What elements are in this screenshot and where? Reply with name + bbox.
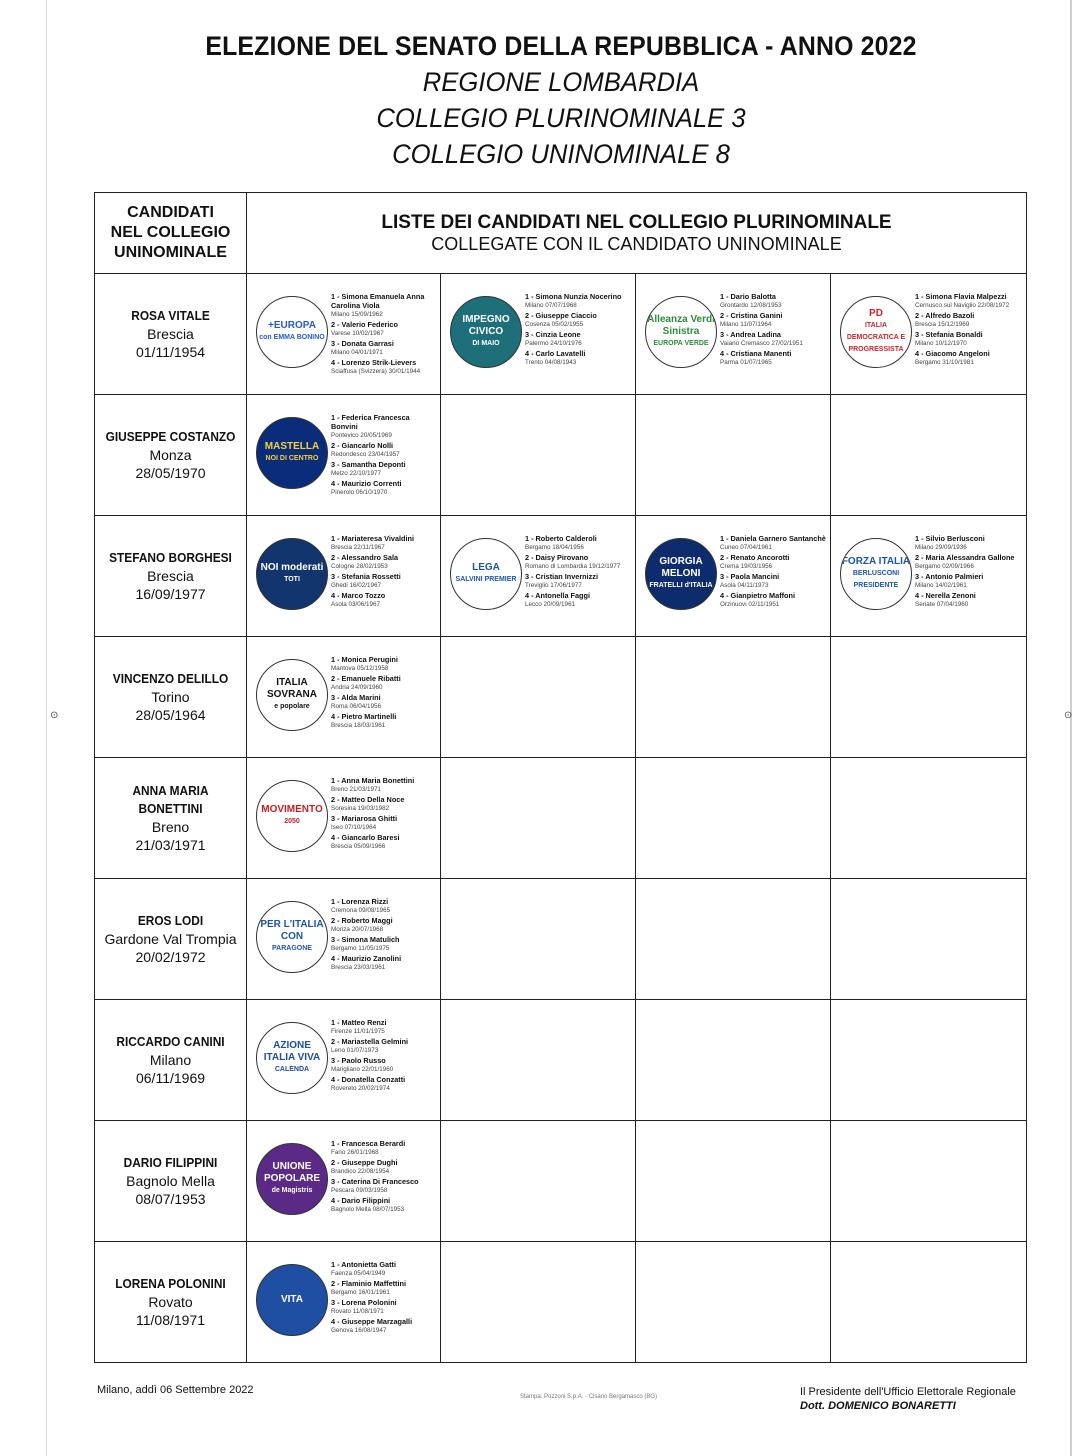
party-logo-line: DI MAIO — [472, 340, 500, 347]
candidate-row — [95, 1000, 1027, 1121]
list-cell — [441, 1000, 636, 1121]
list-candidate-birth: Fano 26/01/1968 — [331, 1149, 379, 1156]
uninominal-candidate-cell — [95, 1121, 247, 1242]
list-cell — [831, 1242, 1027, 1363]
list-candidate-name: 4 - Carlo Lavatelli — [525, 349, 586, 358]
list-candidate-birth: Roma 06/04/1956 — [331, 703, 382, 710]
list-candidate-birth: Milano 10/12/1970 — [915, 340, 967, 347]
list-cell — [441, 395, 636, 516]
party-logo-icon — [450, 296, 522, 368]
party-logo-line: TOTI — [284, 576, 300, 583]
list-candidate-name: 4 - Dario Filippini — [331, 1196, 391, 1205]
list-candidate-birth: Bagnolo Mella 08/07/1953 — [331, 1206, 405, 1213]
uninominal-candidate-cell — [95, 274, 247, 395]
list-candidate-birth: Bergamo 31/10/1981 — [915, 359, 974, 366]
signature-name: Dott. DOMENICO BONARETTI — [800, 1400, 956, 1412]
list-candidate-birth: Varese 10/02/1967 — [331, 330, 384, 337]
party-logo-line: MASTELLA — [264, 441, 320, 452]
candidate-date: 16/09/1977 — [135, 586, 206, 602]
list-candidate-name: 1 - Silvio Berlusconi — [915, 534, 985, 543]
party-logo-line: FRATELLI d'ITALIA — [649, 582, 713, 589]
party-logo-text — [261, 804, 322, 828]
list-candidate-name: 2 - Giancarlo Nolli — [331, 441, 394, 450]
list-cell — [247, 1242, 441, 1363]
list-candidates — [331, 1139, 436, 1215]
list-candidate-name: 3 - Alda Marini — [331, 693, 381, 702]
list-candidates — [525, 534, 631, 610]
party-logo-text — [456, 562, 517, 586]
party-logo-icon — [256, 1022, 328, 1094]
list-candidate-name: 3 - Stefania Bonaldi — [915, 330, 983, 339]
list-cell — [441, 637, 636, 758]
list-candidate-name: 3 - Paola Mancini — [720, 572, 780, 581]
party-logo-line: MOVIMENTO — [261, 804, 323, 815]
party-logo-icon — [450, 538, 522, 610]
candidates-header-line: CANDIDATI — [127, 204, 214, 221]
list-cell — [247, 1000, 441, 1121]
list-candidates — [331, 776, 436, 852]
candidate-place: Brescia — [147, 326, 194, 342]
list-candidate-name: 2 - Flaminio Maffettini — [331, 1279, 406, 1288]
lists-header-subtitle: COLLEGATE CON IL CANDIDATO UNINOMINALE — [431, 233, 842, 254]
party-logo-icon — [256, 538, 328, 610]
list-candidate-name: 4 - Giacomo Angeloni — [915, 349, 990, 358]
list-candidate-birth: Asola 04/11/1973 — [720, 582, 769, 589]
party-logo-text — [257, 1161, 327, 1197]
list-cell — [831, 516, 1027, 637]
candidate-date: 28/05/1964 — [135, 707, 206, 723]
candidate-place: Brescia — [147, 568, 194, 584]
list-candidate-name: 4 - Marco Tozzo — [331, 591, 386, 600]
list-candidate-name: 2 - Daisy Pirovano — [525, 553, 589, 562]
list-cell — [636, 274, 831, 395]
list-candidate-name: 2 - Maria Alessandra Gallone — [915, 553, 1015, 562]
candidate-date: 20/02/1972 — [135, 949, 206, 965]
party-logo-text — [257, 1040, 327, 1076]
list-candidate-birth: Brescia 18/03/1961 — [331, 722, 386, 729]
list-cell — [247, 395, 441, 516]
registration-mark-left: ⊙ — [50, 710, 59, 721]
party-logo-line: SALVINI PREMIER — [455, 576, 517, 583]
signature-role: Il Presidente dell'Ufficio Elettorale Regionale — [800, 1386, 1016, 1398]
list-candidate-name: 1 - Antonietta Gatti — [331, 1260, 396, 1269]
party-logo-line: de Magistris — [271, 1187, 313, 1194]
list-candidate-name: 2 - Alfredo Bazoli — [915, 311, 975, 320]
list-candidate-name: 2 - Valerio Federico — [331, 320, 398, 329]
list-candidate-birth: Cuneo 07/04/1961 — [720, 544, 772, 551]
list-cell — [441, 274, 636, 395]
list-candidates — [331, 1260, 436, 1336]
party-logo-line: FORZA ITALIA — [841, 556, 911, 567]
party-logo-line: IMPEGNO CIVICO — [462, 314, 510, 337]
list-candidate-birth: Palermo 24/10/1976 — [525, 340, 582, 347]
list-candidate-birth: Rovato 11/08/1971 — [331, 1308, 384, 1315]
list-candidate-birth: Bergamo 16/01/1961 — [331, 1289, 390, 1296]
party-logo-line: NOI moderati — [260, 562, 324, 573]
candidate-row — [95, 637, 1027, 758]
list-candidate-name: 2 - Alessandro Sala — [331, 553, 399, 562]
candidates-column-header — [95, 193, 247, 274]
party-logo-line: Alleanza Verdi Sinistra — [647, 314, 715, 337]
party-logo-line: NOI DI CENTRO — [265, 455, 319, 462]
party-logo-icon — [840, 538, 912, 610]
party-logo-line: +EUROPA — [268, 320, 316, 331]
list-candidate-birth: Firenze 11/01/1975 — [331, 1028, 385, 1035]
list-candidate-birth: Leno 01/07/1973 — [331, 1047, 379, 1054]
list-candidate-birth: Breno 21/03/1971 — [331, 786, 382, 793]
candidate-row — [95, 516, 1027, 637]
candidate-row — [95, 1242, 1027, 1363]
list-cell — [441, 879, 636, 1000]
list-cell — [247, 516, 441, 637]
candidate-name: GIUSEPPE COSTANZO — [105, 430, 236, 444]
list-cell — [441, 758, 636, 879]
party-logo-text — [841, 308, 911, 356]
list-candidate-birth: Cosenza 05/02/1955 — [525, 321, 584, 328]
list-candidate-name: 2 - Matteo Della Noce — [331, 795, 405, 804]
region-title: REGIONE LOMBARDIA — [422, 67, 700, 97]
candidate-name: STEFANO BORGHESI — [109, 551, 232, 565]
list-candidate-birth: Trento 04/08/1943 — [525, 359, 577, 366]
list-candidate-name: 1 - Mariateresa Vivaldini — [331, 534, 415, 543]
list-cell — [831, 879, 1027, 1000]
party-logo-text — [281, 1294, 303, 1306]
ballot-title: ELEZIONE DEL SENATO DELLA REPUBBLICA - ANNO 2022 — [205, 31, 917, 61]
candidate-place: Breno — [151, 819, 190, 835]
candidate-place: Gardone Val Trompia — [104, 931, 237, 947]
list-cell — [636, 637, 831, 758]
lists-header-title: LISTE DEI CANDIDATI NEL COLLEGIO PLURINOMINALE — [381, 211, 892, 233]
list-candidate-name: 2 - Giuseppe Dughi — [331, 1158, 398, 1167]
party-logo-line: e popolare — [274, 703, 310, 710]
list-candidate-name: 4 - Antonella Faggi — [525, 591, 590, 600]
list-candidate-birth: Milano 04/01/1971 — [331, 349, 383, 356]
list-candidate-birth: Melzo 22/10/1977 — [331, 470, 382, 477]
candidate-date: 01/11/1954 — [135, 344, 206, 360]
list-candidate-birth: Grontardo 12/08/1953 — [720, 302, 782, 309]
list-candidate-name: 2 - Cristina Ganini — [720, 311, 783, 320]
party-logo-icon — [256, 1264, 328, 1336]
list-candidate-birth: Milano 07/07/1968 — [525, 302, 577, 309]
party-logo-line: CALENDA — [274, 1066, 310, 1073]
list-candidate-birth: Sciaffusa (Svizzera) 30/01/1944 — [331, 368, 421, 375]
party-logo-icon — [256, 417, 328, 489]
list-candidate-name: 3 - Cristian Invernizzi — [525, 572, 598, 581]
lists-column-header — [247, 193, 1027, 274]
candidate-date: 08/07/1953 — [135, 1191, 206, 1207]
list-cell — [247, 274, 441, 395]
candidate-date: 11/08/1971 — [135, 1312, 206, 1328]
list-cell — [831, 758, 1027, 879]
list-cell — [247, 879, 441, 1000]
list-candidate-birth: Cremona 09/08/1965 — [331, 907, 391, 914]
candidate-name: VINCENZO DELILLO — [112, 672, 229, 686]
party-logo-line: BERLUSCONI PRESIDENTE — [852, 570, 900, 589]
list-candidate-name: 1 - Monica Perugini — [331, 655, 398, 664]
party-logo-icon — [256, 1143, 328, 1215]
candidate-name: EROS LODI — [137, 914, 204, 928]
list-candidate-birth: Pinerolo 06/10/1970 — [331, 489, 388, 496]
candidate-date: 21/03/1971 — [135, 837, 206, 853]
list-cell — [636, 1121, 831, 1242]
candidate-place: Monza — [149, 447, 192, 463]
party-logo-text — [259, 320, 324, 344]
place-date: Milano, addì 06 Settembre 2022 — [97, 1384, 254, 1396]
list-candidate-name: 3 - Andrea Ladina — [720, 330, 781, 339]
party-logo-text — [841, 556, 911, 592]
party-logo-line: PER L'ITALIA CON — [260, 919, 324, 942]
candidate-row — [95, 395, 1027, 516]
list-cell — [831, 1121, 1027, 1242]
list-cell — [636, 395, 831, 516]
list-candidate-birth: Monza 20/07/1968 — [331, 926, 384, 933]
uninominal-candidate-cell — [95, 1000, 247, 1121]
table-head-row — [95, 193, 1027, 274]
list-candidate-name: 3 - Simona Matulich — [331, 935, 400, 944]
list-candidate-birth: Redondesco 23/04/1957 — [331, 451, 400, 458]
list-candidate-name: 3 - Stefania Rossetti — [331, 572, 401, 581]
party-logo-line: AZIONE ITALIA VIVA — [263, 1040, 321, 1063]
list-cell — [831, 1000, 1027, 1121]
candidate-place: Torino — [151, 689, 190, 705]
list-candidate-name: 2 - Giuseppe Ciaccio — [525, 311, 597, 320]
list-candidate-birth: Milano 29/09/1936 — [915, 544, 967, 551]
uninominal-candidate-cell — [95, 395, 247, 516]
list-candidate-birth: Milano 15/09/1962 — [331, 311, 383, 318]
list-candidate-birth: Brescia 05/09/1966 — [331, 843, 386, 850]
list-candidate-name: 4 - Donatella Conzatti — [331, 1075, 406, 1084]
list-candidate-birth: Vaiano Cremasco 27/02/1951 — [720, 340, 803, 347]
list-candidate-birth: Crema 19/03/1956 — [720, 563, 773, 570]
list-cell — [247, 1121, 441, 1242]
party-logo-icon — [256, 901, 328, 973]
list-candidate-name: 4 - Nerella Zenoni — [915, 591, 976, 600]
list-cell — [636, 879, 831, 1000]
party-logo-text — [451, 314, 521, 350]
party-logo-icon — [256, 780, 328, 852]
party-logo-line: GIORGIA MELONI — [659, 556, 703, 579]
list-cell — [636, 1000, 831, 1121]
list-candidate-name: 2 - Roberto Maggi — [331, 916, 393, 925]
party-logo-line: ITALIA SOVRANA — [266, 677, 317, 700]
list-candidate-birth: Brescia 15/12/1969 — [915, 321, 970, 328]
list-candidate-birth: Cologne 28/02/1953 — [331, 563, 388, 570]
candidate-place: Bagnolo Mella — [126, 1173, 215, 1189]
uninominal-candidate-cell — [95, 1242, 247, 1363]
list-candidates — [331, 292, 436, 377]
list-candidates — [331, 897, 436, 973]
list-candidate-name: 4 - Maurizio Zanolini — [331, 954, 402, 963]
party-logo-text — [261, 562, 324, 586]
party-logo-line: VITA — [280, 1294, 304, 1305]
party-logo-text — [265, 441, 319, 465]
list-candidate-name: 2 - Mariastella Gelmini — [331, 1037, 409, 1046]
list-candidate-name: 1 - Matteo Renzi — [331, 1018, 387, 1027]
list-candidate-name: 1 - Daniela Garnero Santanchè — [720, 534, 826, 543]
list-candidate-birth: Soresina 19/03/1982 — [331, 805, 390, 812]
party-logo-line: PARAGONE — [272, 945, 312, 952]
list-candidate-birth: Brescia 23/03/1961 — [331, 964, 386, 971]
list-candidate-name: 2 - Renato Ancorotti — [720, 553, 790, 562]
party-logo-text — [646, 556, 716, 592]
party-logo-icon — [840, 296, 912, 368]
list-candidate-birth: Lecco 20/09/1961 — [525, 601, 576, 608]
list-candidates — [915, 292, 1022, 368]
list-candidate-name: 4 - Gianpietro Maffoni — [720, 591, 795, 600]
page-edge-right — [1070, 0, 1072, 1456]
candidate-name: DARIO FILIPPINI — [123, 1156, 218, 1170]
registration-mark-right: ⊙ — [1064, 710, 1073, 721]
list-candidate-name: 4 - Giancarlo Baresi — [331, 833, 400, 842]
party-logo-text — [257, 919, 327, 955]
candidate-row — [95, 274, 1027, 395]
party-logo-icon — [645, 538, 717, 610]
list-candidate-birth: Andria 24/09/1960 — [331, 684, 383, 691]
list-candidate-birth: Orzinuovi 02/11/1951 — [720, 601, 780, 608]
list-candidate-birth: Ghedi 16/02/1967 — [331, 582, 382, 589]
candidate-date: 28/05/1970 — [135, 465, 206, 481]
candidate-name: RICCARDO CANINI — [116, 1035, 225, 1049]
list-cell — [831, 274, 1027, 395]
list-candidate-birth: Marigliano 22/01/1960 — [331, 1066, 394, 1073]
list-cell — [247, 637, 441, 758]
list-candidate-name: 4 - Lorenzo Strik-Lievers — [331, 358, 417, 367]
list-candidates — [331, 534, 436, 610]
ballot-header — [95, 28, 1027, 172]
party-logo-icon — [645, 296, 717, 368]
list-candidate-birth: Treviglio 17/06/1977 — [525, 582, 582, 589]
candidate-name: ANNA MARIA BONETTINI — [132, 784, 209, 816]
list-candidate-name: 1 - Simona Flavia Malpezzi — [915, 292, 1007, 301]
list-candidate-name: 3 - Paolo Russo — [331, 1056, 386, 1065]
list-candidates — [331, 1018, 436, 1094]
list-candidate-birth: Parma 01/07/1965 — [720, 359, 772, 366]
candidate-date: 06/11/1969 — [135, 1070, 206, 1086]
list-candidate-birth: Milano 14/02/1961 — [915, 582, 967, 589]
uninominal-candidate-cell — [95, 758, 247, 879]
list-cell — [636, 758, 831, 879]
list-candidate-name: 1 - Lorenza Rizzi — [331, 897, 389, 906]
list-cell — [441, 1242, 636, 1363]
list-cell — [831, 395, 1027, 516]
list-candidate-birth: Brescia 22/11/1967 — [331, 544, 385, 551]
list-candidates — [525, 292, 631, 368]
list-candidate-birth: Bergamo 11/05/1975 — [331, 945, 390, 952]
list-candidate-name: 4 - Giuseppe Marzagalli — [331, 1317, 413, 1326]
candidate-name: ROSA VITALE — [131, 309, 210, 323]
list-cell — [636, 516, 831, 637]
list-candidate-name: 2 - Emanuele Ribatti — [331, 674, 401, 683]
uninominal-title: COLLEGIO UNINOMINALE 8 — [392, 139, 730, 169]
candidate-place: Milano — [149, 1052, 192, 1068]
party-logo-text — [646, 314, 716, 350]
candidate-row — [95, 1121, 1027, 1242]
list-candidate-birth: Milano 11/07/1964 — [720, 321, 772, 328]
list-candidate-birth: Mantova 05/12/1958 — [331, 665, 389, 672]
party-logo-line: PD — [869, 308, 883, 319]
uninominal-candidate-cell — [95, 516, 247, 637]
list-candidate-name: 4 - Cristiana Manenti — [720, 349, 792, 358]
list-cell — [441, 1121, 636, 1242]
list-candidate-name: 1 - Anna Maria Bonettini — [331, 776, 415, 785]
list-candidate-name: 1 - Simona Nunzia Nocerino — [525, 292, 622, 301]
signature-block — [800, 1385, 1016, 1413]
list-candidate-birth: Seriate 07/04/1960 — [915, 601, 969, 608]
list-candidate-birth: Iseo 07/10/1964 — [331, 824, 377, 831]
party-logo-icon — [256, 296, 328, 368]
list-candidate-name: 1 - Francesca Berardi — [331, 1139, 406, 1148]
list-candidate-birth: Cernusco sul Naviglio 22/08/1972 — [915, 302, 1010, 309]
list-candidates — [331, 413, 436, 498]
party-logo-line: ITALIA DEMOCRATICA E PROGRESSISTA — [846, 322, 906, 353]
party-logo-line: 2050 — [284, 818, 300, 825]
list-candidate-birth: Bergamo 02/09/1966 — [915, 563, 974, 570]
party-logo-line: LEGA — [472, 562, 500, 573]
ballot-table — [94, 192, 1027, 1363]
candidate-name: LORENA POLONINI — [115, 1277, 226, 1291]
list-candidate-name: 4 - Maurizio Correnti — [331, 479, 402, 488]
candidate-row — [95, 879, 1027, 1000]
list-candidates — [331, 655, 436, 731]
party-logo-line: EUROPA VERDE — [653, 340, 709, 347]
list-candidates — [720, 292, 826, 368]
printer-note: Stampa: Pozzoni S.p.A. - Cisano Bergamasco (BG) — [520, 1394, 658, 1400]
uninominal-candidate-cell — [95, 637, 247, 758]
list-candidate-name: 3 - Cinzia Leone — [525, 330, 581, 339]
candidate-row — [95, 758, 1027, 879]
uninominal-candidate-cell — [95, 879, 247, 1000]
party-logo-text — [257, 677, 327, 713]
list-candidate-name: 3 - Lorena Polonini — [331, 1298, 397, 1307]
list-candidate-birth: Rovereto 20/02/1974 — [331, 1085, 390, 1092]
list-candidate-name: 1 - Simona Emanuela Anna Carolina Viola — [331, 292, 425, 310]
list-candidate-name: 3 - Caterina Di Francesco — [331, 1177, 419, 1186]
list-candidate-birth: Pescara 09/03/1958 — [331, 1187, 388, 1194]
plurinominal-title: COLLEGIO PLURINOMINALE 3 — [376, 103, 746, 133]
list-candidate-name: 1 - Federica Francesca Bonvini — [331, 413, 410, 431]
list-cell — [831, 637, 1027, 758]
candidates-header-line: NEL COLLEGIO — [110, 224, 231, 241]
list-candidate-name: 3 - Mariarosa Ghitti — [331, 814, 398, 823]
list-candidate-name: 4 - Pietro Martinelli — [331, 712, 397, 721]
list-candidate-name: 3 - Samantha Deponti — [331, 460, 406, 469]
candidates-header-line: UNINOMINALE — [114, 244, 227, 261]
page-edge-left — [46, 0, 47, 1456]
list-cell — [247, 758, 441, 879]
list-candidates — [915, 534, 1022, 610]
list-candidate-birth: Asola 03/06/1967 — [331, 601, 381, 608]
list-cell — [441, 516, 636, 637]
list-cell — [636, 1242, 831, 1363]
list-candidate-name: 1 - Roberto Calderoli — [525, 534, 597, 543]
list-candidate-birth: Romano di Lombardia 19/12/1977 — [525, 563, 621, 570]
list-candidate-name: 3 - Antonio Palmieri — [915, 572, 984, 581]
party-logo-icon — [256, 659, 328, 731]
list-candidate-birth: Faenza 05/04/1949 — [331, 1270, 386, 1277]
list-candidate-birth: Bergamo 18/04/1956 — [525, 544, 584, 551]
candidate-place: Rovato — [148, 1294, 193, 1310]
list-candidate-birth: Pontevico 20/05/1969 — [331, 432, 392, 439]
list-candidate-name: 1 - Dario Balotta — [720, 292, 776, 301]
list-candidate-name: 3 - Donata Garrasi — [331, 339, 394, 348]
list-candidates — [720, 534, 826, 610]
party-logo-line: UNIONE POPOLARE — [263, 1161, 321, 1184]
list-candidate-birth: Brandico 22/08/1954 — [331, 1168, 390, 1175]
list-candidate-birth: Genova 16/08/1947 — [331, 1327, 387, 1334]
party-logo-line: con EMMA BONINO — [259, 334, 325, 341]
